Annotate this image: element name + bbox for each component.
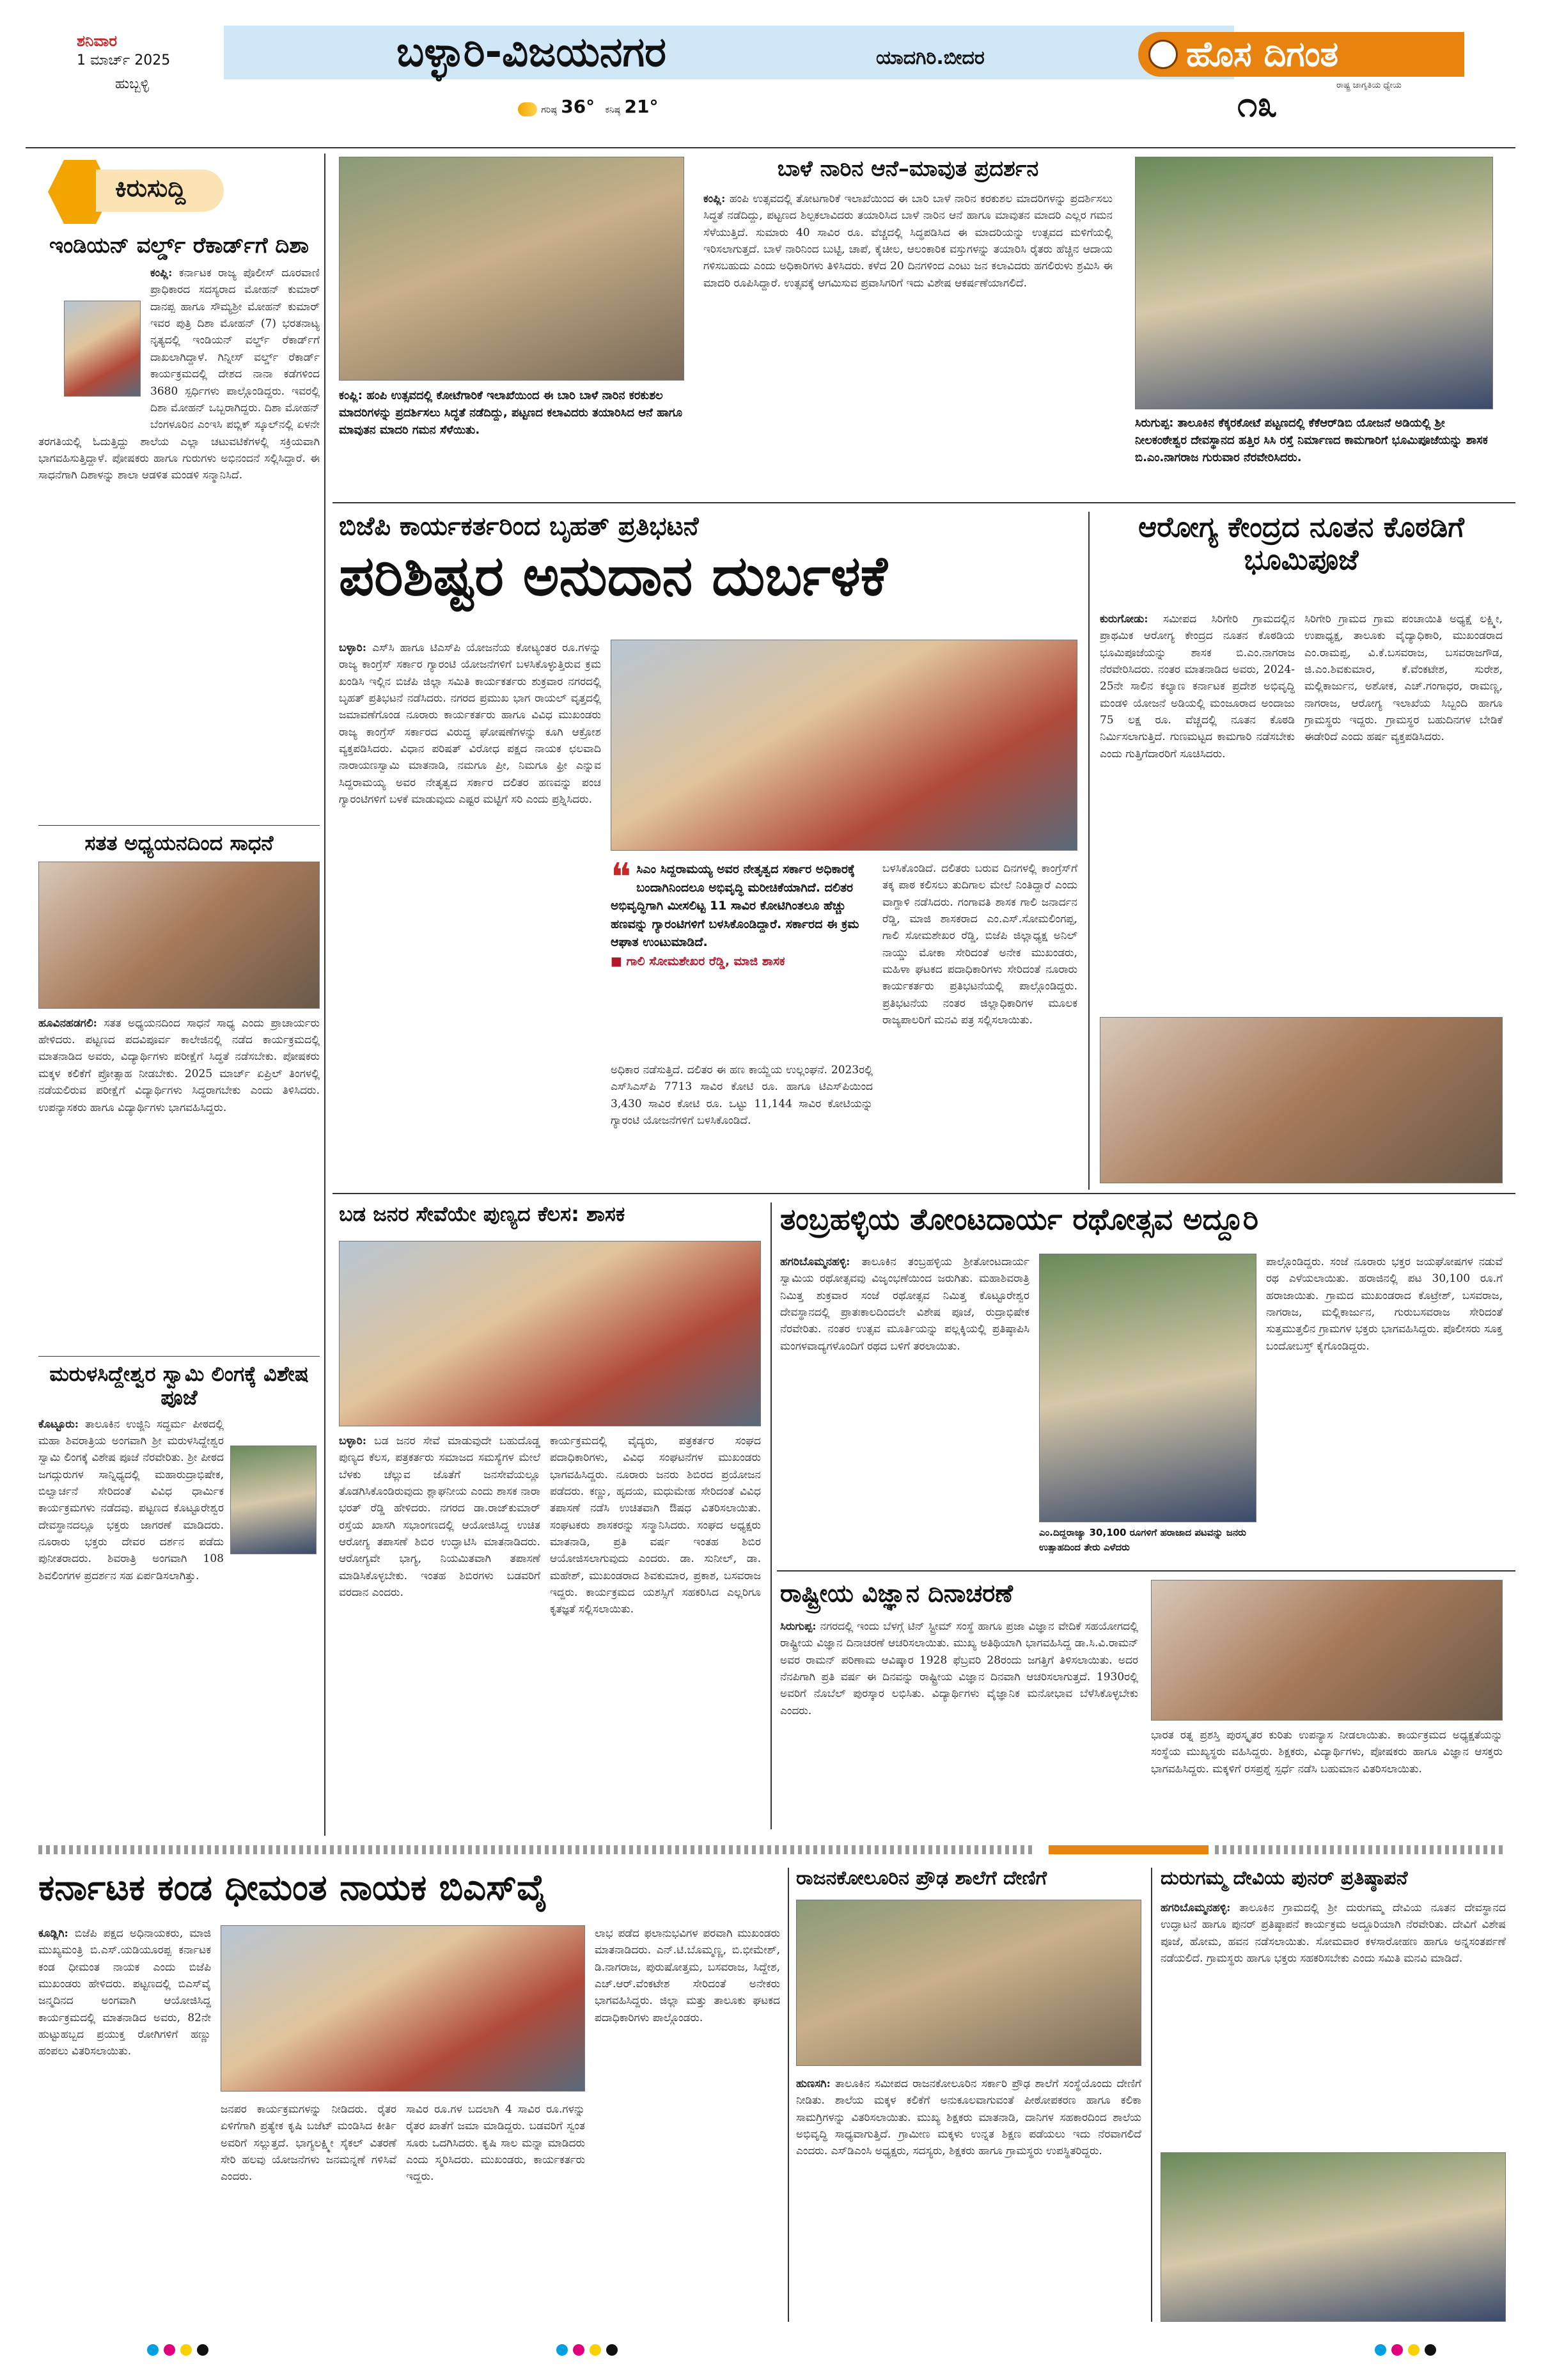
health-story <box>1100 512 1503 576</box>
brand-tagline: ರಾಷ್ಟ್ರ ಜಾಗೃತಿಯ ಧ್ಯೇಯ <box>1336 81 1402 90</box>
lead-col-3 <box>882 860 1077 1183</box>
day-label: ಶನಿವಾರ <box>77 32 118 50</box>
temple-place: ಹಗರಿಬೊಮ್ಮನಹಳ್ಳಿ: <box>1161 1902 1231 1914</box>
left-story-3-body: ತಾಲೂಕಿನ ಉಜ್ಜಿನಿ ಸದ್ಧರ್ಮ ಪೀಠದಲ್ಲಿ ಮಹಾ ಶಿವರಾತ್ರಿಯ ಅಂಗವಾಗಿ ಶ್ರೀ ಮರುಳಸಿದ್ದೇಶ್ವರ ಸ್ವಾಮಿ ಲಿಂಗಕ್ಕೆ ವಿಶೇಷ ಪೂಜೆ ನೆರವೇರಿತು. ಶ್ರೀ ಪೀಠದ ಜಗದ್ಗುರುಗಳ ಸಾನ್ನಿಧ್ಯದಲ್ಲಿ ಮಹಾರುದ್ರಾಭಿಷೇಕ, ಬಿಲ್ವಾರ್ಚನೆ ಸೇರಿದಂತೆ ವಿವಿಧ ಧಾರ್ಮಿಕ ಕಾರ್ಯಕ್ರಮಗಳು ನಡೆದವು. ಪಟ್ಟಣದ ಕೊಟ್ಟೂರೇಶ್ವರ ದೇವಸ್ಥಾನದಲ್ಲೂ ಭಕ್ತರು ಜಾಗರಣೆ ಮಾಡಿದರು. ನೂರಾರು ಭಕ್ತರು ದೇವರ ದರ್ಶನ ಪಡೆದು ಪುನೀತರಾದರು. ಶಿವರಾತ್ರಿ ಅಂಗವಾಗಿ 108 ಶಿವಲಿಂಗಗಳ ಪ್ರದರ್ಶನ ಸಹ ಏರ್ಪಡಿಸಲಾಗಿತ್ತು. <box>38 1417 224 1582</box>
school-donation-photo <box>796 1900 1141 2066</box>
left-story-2-body: ಸತತ ಅಧ್ಯಯನದಿಂದ ಸಾಧನೆ ಸಾಧ್ಯ ಎಂದು ಪ್ರಾಚಾರ್ಯರು ಹೇಳಿದರು. ಪಟ್ಟಣದ ಪದವಿಪೂರ್ವ ಕಾಲೇಜಿನಲ್ಲಿ ನಡೆದ ಕಾರ್ಯಕ್ರಮದಲ್ಲಿ ಮಾತನಾಡಿದ ಅವರು, ವಿದ್ಯಾರ್ಥಿಗಳು ಪರೀಕ್ಷೆಗೆ ಸಿದ್ಧತೆ ನಡೆಸಬೇಕು. ಪೋಷಕರು ಮಕ್ಕಳ ಕಲಿಕೆಗೆ ಪ್ರೋತ್ಸಾಹ ನೀಡಬೇಕು. 2025 ಮಾರ್ಚ್ ಏಪ್ರಿಲ್ ತಿಂಗಳಲ್ಲಿ ನಡೆಯಲಿರುವ ಪರೀಕ್ಷೆಗೆ ವಿದ್ಯಾರ್ಥಿಗಳು ಸಿದ್ಧರಾಗಬೇಕು ಎಂದು ತಿಳಿಸಿದರು. ಉಪನ್ಯಾಸಕರು ಹಾಗೂ ವಿದ್ಯಾರ್ಥಿಗಳು ಭಾಗವಹಿಸಿದ್ದರು. <box>38 1016 320 1114</box>
bsy-birthday-photo <box>221 1925 585 2092</box>
left-story-1-body: ಕರ್ನಾಟಕ ರಾಜ್ಯ ಪೊಲೀಸ್ ದೂರವಾಣಿ ಪ್ರಾಧಿಕಾರದ ಸದಸ್ಯರಾದ ಮೋಹನ್ ಕುಮಾರ್ ದಾನಪ್ಪ ಹಾಗೂ ಸೌಮ್ಯಶ್ರೀ ಮೋಹನ್ ಕುಮಾರ್ ಇವರ ಪುತ್ರಿ ದಿಶಾ ಮೋಹನ್ (7) ಭರತನಾಟ್ಯ ನೃತ್ಯದಲ್ಲಿ ಇಂಡಿಯನ್ ವರ್ಲ್ಡ್ ರೆಕಾರ್ಡ್‌ಗೆ ದಾಖಲಾಗಿದ್ದಾಳೆ. ಗಿನ್ನೀಸ್ ವರ್ಲ್ಡ್ ರೆಕಾರ್ಡ್ ಕಾರ್ಯಕ್ರಮದಲ್ಲಿ ದೇಶದ ನಾನಾ ಕಡೆಗಳಿಂದ 3680 ಸ್ಪರ್ಧಿಗಳು ಪಾಲ್ಗೊಂಡಿದ್ದರು. ಇವರಲ್ಲಿ ದಿಶಾ ಮೋಹನ್ ಒಬ್ಬರಾಗಿದ್ದರು. ದಿಶಾ ಮೋಹನ್ ಬೆಂಗಳೂರಿನ ಎಂಇಸಿ ಪಬ್ಲಿಕ್ ಸ್ಕೂಲ್‌ನಲ್ಲಿ ಏಳನೇ ತರಗತಿಯಲ್ಲಿ ಓದುತ್ತಿದ್ದು ಶಾಲೆಯ ಎಲ್ಲಾ ಚಟುವಟಿಕೆಗಳಲ್ಲಿ ಸಕ್ರಿಯವಾಗಿ ಭಾಗವಹಿಸುತ್ತಿದ್ದಾಳೆ. ಪೋಷಕರು ಹಾಗೂ ಗುರುಗಳು ಅಭಿನಂದನೆ ಸಲ್ಲಿಸಿದ್ದಾರೆ. ಈ ಸಾಧನೆಗಾಗಿ ದಿಶಾಳನ್ನು ಶಾಲಾ ಆಡಳಿತ ಮಂಡಳಿ ಸನ್ಮಾನಿಸಿದೆ. <box>38 267 320 482</box>
bsy-body-3: ಸಾವಿರ ರೂ.ಗಳ ಬದಲಾಗಿ 4 ಸಾವಿರ ರೂ.ಗಳನ್ನು ರೈತರ ಖಾತೆಗೆ ಜಮಾ ಮಾಡಿದ್ದರು. ಬಡವರಿಗೆ ಸ್ವಂತ ಸೂರು ಒದಗಿಸಿದರು. ಕೃಷಿ ಸಾಲ ಮನ್ನಾ ಮಾಡಿದರು ಎಂದು ಸ್ಮರಿಸಿದರು. ಮುಖಂಡರು, ಕಾರ್ಯಕರ್ತರು ಇದ್ದರು. <box>406 2103 585 2184</box>
city-label: ಹುಬ್ಬಳ್ಳಿ <box>115 76 150 92</box>
lead-col-1 <box>339 640 601 1183</box>
bsy-col-3 <box>406 2101 585 2322</box>
lead-place: ಬಳ್ಳಾರಿ: <box>339 642 367 654</box>
health-col-1 <box>1100 611 1295 1007</box>
sun-cloud-icon <box>518 102 537 116</box>
lead-quote-attribution: ■ ಗಾಲಿ ಸೋಮಶೇಖರ ರೆಡ್ಡಿ, ಮಾಜಿ ಶಾಸಕ <box>611 954 785 968</box>
left-story-3-place: ಕೊಟ್ಟೂರು: <box>38 1417 79 1431</box>
lead-col-2b <box>611 1062 873 1183</box>
lead-body-1: ಎಸ್‌ಸಿ ಹಾಗೂ ಟಿಎಸ್‌ಪಿ ಯೋಜನೆಯ ಕೋಟ್ಯಂತರ ರೂ.ಗಳನ್ನು ರಾಜ್ಯ ಕಾಂಗ್ರೆಸ್ ಸರ್ಕಾರ ಗ್ಯಾರಂಟಿ ಯೋಜನೆಗಳಿಗೆ ಬಳಸಿಕೊಳ್ಳುತ್ತಿರುವ ಕ್ರಮ ಖಂಡಿಸಿ ಇಲ್ಲಿನ ಬಿಜೆಪಿ ಜಿಲ್ಲಾ ಸಮಿತಿ ಕಾರ್ಯಕರ್ತರು ಶುಕ್ರವಾರ ನಗರದಲ್ಲಿ ಬೃಹತ್ ಪ್ರತಿಭಟನೆ ನಡೆಸಿದರು. ನಗರದ ಪ್ರಮುಖ ಭಾಗ ರಾಯಲ್ ವೃತ್ತದಲ್ಲಿ ಜಮಾವಣೆಗೊಂಡ ನೂರಾರು ಕಾರ್ಯಕರ್ತರು ಹಾಗೂ ವಿವಿಧ ಮುಖಂಡರು ರಾಜ್ಯ ಕಾಂಗ್ರೆಸ್ ಸರ್ಕಾರದ ವಿರುದ್ಧ ಘೋಷಣೆಗಳನ್ನು ಕೂಗಿ ಆಕ್ರೋಶ ವ್ಯಕ್ತಪಡಿಸಿದರು. ವಿಧಾನ ಪರಿಷತ್ ವಿರೋಧ ಪಕ್ಷದ ನಾಯಕ ಛಲವಾದಿ ನಾರಾಯಣಸ್ವಾಮಿ ಮಾತನಾಡಿ, ನಮಗೂ ಪ್ರೀ, ನಿಮಗೂ ಫ್ರೀ ಎನ್ನುವ ಸಿದ್ದರಾಮಯ್ಯ ಅವರ ನೇತೃತ್ವದ ಸರ್ಕಾರ ದಲಿತರ ಹಣವನ್ನು ಪಂಚ ಗ್ಯಾರಂಟಿಗಳಿಗೆ ಬಳಕೆ ಮಾಡುವುದು ಎಷ್ಟರ ಮಟ್ಟಿಗೆ ಸರಿ ಎಂದು ಪ್ರಶ್ನಿಸಿದರು. <box>339 642 601 807</box>
health-body-2: ಸಿರಿಗೇರಿ ಗ್ರಾಮದ ಗ್ರಾಮ ಪಂಚಾಯಿತಿ ಅಧ್ಯಕ್ಷೆ ಲಕ್ಷ್ಮೀ, ಉಪಾಧ್ಯಕ್ಷ, ತಾಲೂಕು ವೈದ್ಯಾಧಿಕಾರಿ, ಮುಖಂಡರಾದ ಎಂ.ರಾಮಪ್ಪ, ವಿ.ಕೆ.ಬಸವರಾಜ, ಬಸವರಾಜಗೌಡ, ಜಿ.ಎಂ.ಶಿವಕುಮಾರ, ಕೆ.ವೆಂಕಟೇಶ, ಸುರೇಶ, ಮಲ್ಲಿಕಾರ್ಜುನ, ಅಶೋಕ, ಎಚ್.ಗಂಗಾಧರ, ರಾಮಣ್ಣ, ನಾಗರಾಜ, ಆರೋಗ್ಯ ಇಲಾಖೆಯ ಸಿಬ್ಬಂದಿ ಹಾಗೂ ಗ್ರಾಮಸ್ಥರು ಇದ್ದರು. ಗ್ರಾಮಸ್ಥರ ಬಹುದಿನಗಳ ಬೇಡಿಕೆ ಈಡೇರಿದೆ ಎಂದು ಹರ್ಷ ವ್ಯಕ್ತಪಡಿಸಿದರು. <box>1304 613 1503 744</box>
left-story-2-title: ಸತತ ಅಧ್ಯಯನದಿಂದ ಸಾಧನೆ <box>84 831 274 855</box>
protest-photo <box>611 640 1077 851</box>
left-story-1-place: ಕಂಪ್ಲಿ: <box>150 267 173 280</box>
ratha-body-1: ತಾಲೂಕಿನ ತಂಬ್ರಹಳ್ಳಿಯ ಶ್ರೀತೋಂಟದಾರ್ಯ ಸ್ವಾಮಿಯ ರಥೋತ್ಸವವು ವಿಜೃಂಭಣೆಯಿಂದ ಜರುಗಿತು. ಮಹಾಶಿವರಾತ್ರಿ ನಿಮಿತ್ತ ಶುಕ್ರವಾರ ಸಂಜೆ ರಥೋತ್ಸವ ನಿಮಿತ್ತ ಕೊಟ್ಟೂರೇಶ್ವರ ದೇವಸ್ಥಾನದಲ್ಲಿ ಪ್ರಾತಃಕಾಲದಿಂದಲೇ ವಿಶೇಷ ಪೂಜೆ, ರುದ್ರಾಭಿಷೇಕ ನೆರವೇರಿತು. ನಂತರ ಉತ್ಸವ ಮೂರ್ತಿಯನ್ನು ಪಲ್ಲಕ್ಕಿಯಲ್ಲಿ ಪ್ರತಿಷ್ಠಾಪಿಸಿ ಮಂಗಳವಾದ್ಯಗಳೊಂದಿಗೆ ರಥದ ಬಳಿಗೆ ತರಲಾಯಿತು. <box>780 1256 1029 1353</box>
registration-marks-center <box>556 2344 623 2358</box>
school-title: ರಾಜನಕೋಲೂರಿನ ಪ್ರೌಢ ಶಾಲೆಗೆ ದೇಣಿಗೆ <box>796 1867 1047 1889</box>
left-story-1-title: ಇಂಡಿಯನ್ ವರ್ಲ್ಡ್ ರೆಕಾರ್ಡ್‌ಗೆ ದಿಶಾ <box>49 233 309 258</box>
banana-fibre-title: ಬಾಳೆ ನಾರಿನ ಆನೆ–ಮಾವುತ ಪ್ರದರ್ಶನ <box>777 156 1039 182</box>
ratha-title: ತಂಬ್ರಹಳ್ಳಿಯ ತೋಂಟದಾರ್ಯ ರಥೋತ್ಸವ ಅದ್ದೂರಿ <box>780 1202 1259 1236</box>
elephant-photo-caption: ಕಂಪ್ಲಿ: ಹಂಪಿ ಉತ್ಸವದಲ್ಲಿ ಕೋಟೆಗಾರಿಕೆ ಇಲಾಖೆಯಿಂದ ಈ ಬಾರಿ ಬಾಳೆ ನಾರಿನ ಕರಕುಶಲ ಮಾದರಿಗಳನ್ನು ಪ್ರದರ್ಶಿಸಲು ಸಿದ್ಧತೆ ನಡೆದಿದ್ದು, ಪಟ್ಟಣದ ಕಲಾವಿದರು ತಯಾರಿಸಿದ ಆನೆ ಹಾಗೂ ಮಾವುತನ ಮಾದರಿ ಗಮನ ಸೆಳೆಯಿತು. <box>339 389 683 437</box>
seva-story <box>339 1202 761 1226</box>
school-story <box>796 1868 1141 1890</box>
ratha-body-2: ಪಾಲ್ಗೊಂಡಿದ್ದರು. ಸಂಜೆ ನೂರಾರು ಭಕ್ತರ ಜಯಘೋಷಗಳ ನಡುವೆ ರಥ ಎಳೆಯಲಾಯಿತು. ಹರಾಜಿನಲ್ಲಿ ಪಟ 30,100 ರೂ.ಗೆ ಹರಾಜಾಯಿತು. ಗ್ರಾಮದ ಮುಖಂಡರಾದ ಕೊಟ್ರೇಶ್, ಬಸವರಾಜ, ನಾಗರಾಜ, ಮಲ್ಲಿಕಾರ್ಜುನ, ಗುರುಬಸವರಾಜ ಸೇರಿದಂತೆ ಸುತ್ತಮುತ್ತಲಿನ ಗ್ರಾಮಗಳ ಭಕ್ತರು ಭಾಗವಹಿಸಿದ್ದರು. ಪೊಲೀಸರು ಸೂಕ್ತ ಬಂದೋಬಸ್ತ್ ಕೈಗೊಂಡಿದ್ದರು. <box>1266 1256 1503 1353</box>
science-col-1 <box>780 1618 1138 1829</box>
date-label: 1 ಮಾರ್ಚ್ 2025 <box>77 52 171 68</box>
seva-title: ಬಡ ಜನರ ಸೇವೆಯೇ ಪುಣ್ಯದ ಕೆಲಸ: ಶಾಸಕ <box>339 1202 625 1226</box>
seva-col-1 <box>339 1433 540 1829</box>
section-bar <box>224 26 1234 79</box>
left-story-2-place: ಹೂವಿನಹಡಗಲಿ: <box>38 1016 97 1030</box>
temp-max: 36° <box>561 96 595 117</box>
temple-story <box>1161 1868 1506 1890</box>
bsy-body-4: ಲಾಭ ಪಡೆದ ಫಲಾನುಭವಿಗಳ ಪರವಾಗಿ ಮುಖಂಡರು ಮಾತನಾಡಿದರು. ಎನ್.ಟಿ.ಬೊಮ್ಮಣ್ಣ, ಬಿ.ಭೀಮೇಶ್, ಡಿ.ನಾಗರಾಜ, ಪುರುಷೋತ್ತಮ, ಬಸವರಾಜ, ಸಿದ್ದೇಶ, ಎಚ್.ಆರ್.ವೆಂಕಟೇಶ ಸೇರಿದಂತೆ ಅನೇಕರು ಭಾಗವಹಿಸಿದ್ದರು. ಜಿಲ್ಲಾ ಮತ್ತು ತಾಲೂಕು ಘಟಕದ ಪದಾಧಿಕಾರಿಗಳು ಪಾಲ್ಗೊಂಡರು. <box>595 1927 780 2024</box>
registration-marks-left <box>147 2344 214 2358</box>
temple-body-block <box>1161 1900 1506 2143</box>
seva-place: ಬಳ್ಳಾರಿ: <box>339 1435 367 1447</box>
kirusuddi-label: ಕಿರುಸುದ್ದಿ <box>115 174 186 202</box>
weather <box>518 96 658 117</box>
bsy-col-4 <box>595 1925 780 2322</box>
left-story-2 <box>38 831 320 1316</box>
masthead <box>26 26 1515 141</box>
science-col-2 <box>1151 1727 1503 1829</box>
brand-logo <box>1138 26 1464 134</box>
lead-body-4: ಬಳಸಿಕೊಂಡಿದೆ. ದಲಿತರು ಬರುವ ದಿನಗಳಲ್ಲಿ ಕಾಂಗ್ರೆಸ್‌ಗೆ ತಕ್ಕ ಪಾಠ ಕಲಿಸಲು ತುದಿಗಾಲ ಮೇಲೆ ನಿಂತಿದ್ದಾರೆ ಎಂದು ವಾಗ್ದಾಳಿ ನಡೆಸಿದರು. ಗಂಗಾವತಿ ಶಾಸಕ ಗಾಲಿ ಜನಾರ್ದನ ರೆಡ್ಡಿ, ಮಾಜಿ ಶಾಸಕರಾದ ಎಂ.ಎಸ್.ಸೋಮಲಿಂಗಪ್ಪ, ಗಾಲಿ ಸೋಮಶೇಖರ ರೆಡ್ಡಿ, ಬಿಜೆಪಿ ಜಿಲ್ಲಾಧ್ಯಕ್ಷ ಅನಿಲ್ ನಾಯ್ಡು ಮೋಕಾ ಸೇರಿದಂತೆ ಅನೇಕ ಮುಖಂಡರು, ಮಹಿಳಾ ಘಟಕದ ಪದಾಧಿಕಾರಿಗಳು ಸೇರಿದಂತೆ ನೂರಾರು ಕಾರ್ಯಕರ್ತರು ಪ್ರತಿಭಟನೆಯಲ್ಲಿ ಪಾಲ್ಗೊಂಡಿದ್ದರು. ಪ್ರತಿಭಟನೆಯ ನಂತರ ಜಿಲ್ಲಾಧಿಕಾರಿಗಳ ಮೂಲಕ ರಾಜ್ಯಪಾಲರಿಗೆ ಮನವಿ ಪತ್ರ ಸಲ್ಲಿಸಲಾಯಿತು. <box>882 862 1077 1027</box>
date-block <box>77 32 211 92</box>
girl-certificate-photo <box>64 301 141 397</box>
seva-col-2 <box>550 1433 761 1829</box>
lead-story <box>339 512 1081 608</box>
lead-quote: ಸಿಎಂ ಸಿದ್ದರಾಮಯ್ಯ ಅವರ ನೇತೃತ್ವದ ಸರ್ಕಾರ ಅಧಿಕಾರಕ್ಕೆ ಬಂದಾಗಿನಿಂದಲೂ ಅಭಿವೃದ್ಧಿ ಮರೀಚಿಕೆಯಾಗಿದೆ. ದಲಿತರ ಅಭಿವೃದ್ಧಿಗಾಗಿ ಮೀಸಲಿಟ್ಟ 11 ಸಾವಿರ ಕೋಟಿಗಿಂತಲೂ ಹೆಚ್ಚು ಹಣವನ್ನು ಗ್ಯಾರಂಟಿಗಳಿಗೆ ಬಳಸಿಕೊಂಡಿದ್ದಾರೆ. ಸರ್ಕಾರದ ಈ ಕ್ರಮ ಆಘಾತ ಉಂಟುಮಾಡಿದೆ. <box>611 862 859 949</box>
swamiji-photo <box>230 1446 317 1554</box>
ratha-place: ಹಗರಿಬೊಮ್ಮನಹಳ್ಳಿ: <box>780 1256 850 1268</box>
temp-min: 21° <box>624 96 659 117</box>
banana-fibre-story <box>703 157 1113 501</box>
section-divider <box>38 1845 1503 1854</box>
ratha-col-1 <box>780 1254 1029 1561</box>
science-body-2: ಭಾರತ ರತ್ನ ಪ್ರಶಸ್ತಿ ಪುರಸ್ಕೃತರ ಕುರಿತು ಉಪನ್ಯಾಸ ನೀಡಲಾಯಿತು. ಕಾರ್ಯಕ್ರಮದ ಅಧ್ಯಕ್ಷತೆಯನ್ನು ಸಂಸ್ಥೆಯ ಮುಖ್ಯಸ್ಥರು ವಹಿಸಿದ್ದರು. ಶಿಕ್ಷಕರು, ವಿದ್ಯಾರ್ಥಿಗಳು, ಪೋಷಕರು ಹಾಗೂ ವಿಜ್ಞಾನ ಆಸಕ್ತರು ಭಾಗವಹಿಸಿದ್ದರು. ಮಕ್ಕಳಿಗೆ ರಸಪ್ರಶ್ನೆ ಸ್ಪರ್ಧೆ ನಡೆಸಿ ಬಹುಮಾನ ವಿತರಿಸಲಾಯಿತು. <box>1151 1729 1503 1776</box>
seva-body-1: ಬಡ ಜನರ ಸೇವೆ ಮಾಡುವುದೇ ಬಹುದೊಡ್ಡ ಪುಣ್ಯದ ಕೆಲಸ, ಪತ್ರಕರ್ತರು ಸಮಾಜದ ಸಮಸ್ಯೆಗಳ ಮೇಲೆ ಬೆಳಕು ಚೆಲ್ಲುವ ಜೊತೆಗೆ ಜನಸೇವೆಯಲ್ಲೂ ತೊಡಗಿಸಿಕೊಂಡಿರುವುದು ಶ್ಲಾಘನೀಯ ಎಂದು ಶಾಸಕ ನಾರಾ ಭರತ್ ರೆಡ್ಡಿ ಹೇಳಿದರು. ನಗರದ ಡಾ.ರಾಜ್‌ಕುಮಾರ್ ರಸ್ತೆಯ ಖಾಸಗಿ ಸಭಾಂಗಣದಲ್ಲಿ ಆಯೋಜಿಸಿದ್ದ ಉಚಿತ ಆರೋಗ್ಯ ತಪಾಸಣೆ ಶಿಬಿರ ಉದ್ಘಾಟಿಸಿ ಮಾತನಾಡಿದರು. ಆರೋಗ್ಯವೇ ಭಾಗ್ಯ, ನಿಯಮಿತವಾಗಿ ತಪಾಸಣೆ ಮಾಡಿಸಿಕೊಳ್ಳಬೇಕು. ಇಂತಹ ಶಿಬಿರಗಳು ಬಡವರಿಗೆ ವರದಾನ ಎಂದರು. <box>339 1435 540 1600</box>
health-camp-photo <box>339 1241 761 1426</box>
brand-name: ಹೊಸ ದಿಗಂತ <box>1186 34 1339 74</box>
left-story-3-title: ಮರುಳಸಿದ್ದೇಶ್ವರ ಸ್ವಾಮಿ ಲಿಂಗಕ್ಕೆ ವಿಶೇಷ ಪೂಜೆ <box>49 1362 309 1410</box>
section-title: ಬಳ್ಳಾರಿ-ವಿಜಯನಗರ <box>396 29 666 76</box>
road-photo-caption: ಸಿರುಗುಪ್ಪ: ತಾಲೂಕಿನ ಕೆಕ್ಕರಕೋಟೆ ಪಟ್ಟಣದಲ್ಲಿ ಕೆಕೆಆರ್‌ಡಿಬಿ ಯೋಜನೆ ಅಡಿಯಲ್ಲಿ ಶ್ರೀ ನೀಲಕಂಠೇಶ್ವರ ದೇವಸ್ಥಾನದ ಹತ್ತಿರ ಸಿಸಿ ರಸ್ತೆ ನಿರ್ಮಾಣದ ಕಾಮಗಾರಿಗೆ ಭೂಮಿಪೂಜೆಯನ್ನು ಶಾಸಕ ಬಿ.ಎಂ.ನಾಗರಾಜ ಗುರುವಾರ ನೆರವೇರಿಸಿದರು. <box>1135 416 1488 464</box>
ratha-story <box>780 1202 1509 1236</box>
left-story-1 <box>38 233 320 776</box>
chariot-photo-caption: ಎಂ.ದಿದ್ದರಾಜ್ಯಾ 30,100 ರೂಗಳಿಗೆ ಹರಾಜಾದ ಪಟವನ್ನು ಜನರು ಉತ್ಸಾಹದಿಂದ ತೇರು ಎಳೆದರು <box>1039 1527 1246 1553</box>
bsy-story <box>38 1868 780 1909</box>
temple-title: ದುರುಗಮ್ಮ ದೇವಿಯ ಪುನರ್ ಪ್ರತಿಷ್ಠಾಪನೆ <box>1161 1867 1408 1889</box>
seva-body-3: ಸಂಘದ ಅಧ್ಯಕ್ಷರು ಮಾತನಾಡಿ, ಪ್ರತಿ ವರ್ಷ ಇಂತಹ ಶಿಬಿರ ಆಯೋಜಿಸಲಾಗುವುದು ಎಂದರು. ಡಾ. ಸುನೀಲ್, ಡಾ. ಮಹೇಶ್, ಮುಖಂಡರಾದ ಶಿವಕುಮಾರ, ಪ್ರಕಾಶ, ಬಸವರಾಜ ಇದ್ದರು. ಕಾರ್ಯಕ್ರಮದ ಯಶಸ್ಸಿಗೆ ಸಹಕರಿಸಿದ ಎಲ್ಲರಿಗೂ ಕೃತಜ್ಞತೆ ಸಲ್ಲಿಸಲಾಯಿತು. <box>550 1518 761 1616</box>
chariot-photo <box>1039 1254 1256 1522</box>
temp-min-label: ಕನಿಷ್ಠ <box>605 105 621 115</box>
seva-body-2: ಕಾರ್ಯಕ್ರಮದಲ್ಲಿ ವೈದ್ಯರು, ಪತ್ರಕರ್ತರ ಸಂಘದ ಪದಾಧಿಕಾರಿಗಳು, ವಿವಿಧ ಸಂಘಟನೆಗಳ ಮುಖಂಡರು ಭಾಗವಹಿಸಿದ್ದರು. ನೂರಾರು ಜನರು ಶಿಬಿರದ ಪ್ರಯೋಜನ ಪಡೆದರು. ಕಣ್ಣು, ಹೃದಯ, ಮಧುಮೇಹ ಸೇರಿದಂತೆ ವಿವಿಧ ತಪಾಸಣೆ ನಡೆಸಿ ಉಚಿತವಾಗಿ ಔಷಧ ವಿತರಿಸಲಾಯಿತು. ಸಂಘಟಕರು ಶಾಸಕರನ್ನು ಸನ್ಮಾನಿಸಿದರು. <box>550 1435 761 1532</box>
science-place: ಸಿರುಗುಪ್ಪ: <box>780 1620 817 1633</box>
banana-fibre-body: ಹಂಪಿ ಉತ್ಸವದಲ್ಲಿ ತೋಟಗಾರಿಕೆ ಇಲಾಖೆಯಿಂದ ಈ ಬಾರಿ ಬಾಳೆ ನಾರಿನ ಕರಕುಶಲ ಮಾದರಿಗಳನ್ನು ಪ್ರದರ್ಶಿಸಲು ಸಿದ್ಧತೆ ನಡೆದಿದ್ದು, ಪಟ್ಟಣದ ಶಿಲ್ಪಕಲಾವಿದರು ತಯಾರಿಸಿದ ಬಾಳೆ ನಾರಿನ ಆನೆ ಹಾಗೂ ಮಾವುತನ ಮಾದರಿ ಎಲ್ಲರ ಗಮನ ಸೆಳೆಯುತ್ತಿದೆ. ಸುಮಾರು 40 ಸಾವಿರ ರೂ. ವೆಚ್ಚದಲ್ಲಿ ಸಿದ್ಧಪಡಿಸಿದ ಈ ಮಾದರಿಯನ್ನು ಉತ್ಸವದ ಮಳಿಗೆಯಲ್ಲಿ ಇರಿಸಲಾಗುತ್ತದೆ. ಬಾಳೆ ನಾರಿನಿಂದ ಬುಟ್ಟಿ, ಚಾಪೆ, ಕೈಚೀಲ, ಆಲಂಕಾರಿಕ ವಸ್ತುಗಳನ್ನು ತಯಾರಿಸಿ ರೈತರು ಹೆಚ್ಚಿನ ಆದಾಯ ಗಳಿಸಬಹುದು ಎಂದು ಅಧಿಕಾರಿಗಳು ತಿಳಿಸಿದರು. ಕಳೆದ 20 ದಿನಗಳಿಂದ ಎಂಟು ಜನ ಕಲಾವಿದರು ಹಗಲಿರುಳು ಶ್ರಮಿಸಿ ಈ ಮಾದರಿ ರೂಪಿಸಿದ್ದಾರೆ. ಉತ್ಸವಕ್ಕೆ ಆಗಮಿಸುವ ಪ್ರವಾಸಿಗರಿಗೆ ಇದು ವಿಶೇಷ ಆಕರ್ಷಣೆಯಾಗಲಿದೆ. <box>703 193 1113 290</box>
bsy-col-2 <box>221 2101 396 2322</box>
temple-body: ತಾಲೂಕಿನ ಗ್ರಾಮದಲ್ಲಿ ಶ್ರೀ ದುರುಗಮ್ಮ ದೇವಿಯ ನೂತನ ದೇವಸ್ಥಾನದ ಉದ್ಘಾಟನೆ ಹಾಗೂ ಪುನರ್ ಪ್ರತಿಷ್ಠಾಪನೆ ಕಾರ್ಯಕ್ರಮ ಅದ್ದೂರಿಯಾಗಿ ನೆರವೇರಿತು. ದೇವಿಗೆ ವಿಶೇಷ ಪೂಜೆ, ಹೋಮ, ಹವನ ನಡೆಸಲಾಯಿತು. ಸೋಮವಾರ ಕಳಸಾರೋಹಣ ಹಾಗೂ ಅನ್ನಸಂತರ್ಪಣೆ ನಡೆಯಲಿದೆ. ಗ್ರಾಮಸ್ಥರು ಹಾಗೂ ಭಕ್ತರು ಸಹಕರಿಸಬೇಕು ಎಂದು ಸಮಿತಿ ಮನವಿ ಮಾಡಿದೆ. <box>1161 1902 1506 1966</box>
page-number: ೧೩ <box>1237 84 1278 125</box>
quote-mark-icon: ❝ <box>611 855 632 900</box>
health-bhoomipooja-photo <box>1100 1017 1503 1183</box>
science-body: ನಗರದಲ್ಲಿ ಇಂದು ಬೆಳಗ್ಗೆ ಟಿನ್ ಸ್ಟ್ರೀಮ್ ಸಂಸ್ಥೆ ಹಾಗೂ ಪ್ರಜಾ ವಿಜ್ಞಾನ ವೇದಿಕೆ ಸಹಯೋಗದಲ್ಲಿ ರಾಷ್ಟ್ರೀಯ ವಿಜ್ಞಾನ ದಿನಾಚರಣೆ ಆಚರಿಸಲಾಯಿತು. ಮುಖ್ಯ ಅತಿಥಿಯಾಗಿ ಭಾಗವಹಿಸಿದ್ದ ಡಾ.ಸಿ.ವಿ.ರಾಮನ್ ಅವರ ರಾಮನ್ ಪರಿಣಾಮ ಆವಿಷ್ಕಾರ 1928 ಫೆಬ್ರವರಿ 28ರಂದು ಜಗತ್ತಿಗೆ ತಿಳಿಸಲಾಯಿತು. ಅದರ ನೆನಪಿಗಾಗಿ ಪ್ರತಿ ವರ್ಷ ಈ ದಿನವನ್ನು ರಾಷ್ಟ್ರೀಯ ವಿಜ್ಞಾನ ದಿನವಾಗಿ ಆಚರಿಸಲಾಗುತ್ತದೆ. 1930ರಲ್ಲಿ ಅವರಿಗೆ ನೊಬೆಲ್ ಪುರಸ್ಕಾರ ಲಭಿಸಿತು. ವಿದ್ಯಾರ್ಥಿಗಳು ವೈಜ್ಞಾನಿಕ ಮನೋಭಾವ ಬೆಳೆಸಿಕೊಳ್ಳಬೇಕು ಎಂದರು. <box>780 1620 1138 1717</box>
temp-max-label: ಗರಿಷ್ಠ <box>541 105 557 115</box>
elephant-model-photo <box>339 157 684 381</box>
kirusuddi-badge <box>38 157 230 227</box>
bsy-body-1: ಬಿಜೆಪಿ ಪಕ್ಷದ ಅಧಿನಾಯಕರು, ಮಾಜಿ ಮುಖ್ಯಮಂತ್ರಿ ಬಿ.ಎಸ್.ಯಡಿಯೂರಪ್ಪ ಕರ್ನಾಟಕ ಕಂಡ ಧೀಮಂತ ನಾಯಕ ಎಂದು ಬಿಜೆಪಿ ಮುಖಂಡರು ಹೇಳಿದರು. ಪಟ್ಟಣದಲ್ಲಿ ಬಿಎಸ್‌ವೈ ಜನ್ಮದಿನದ ಅಂಗವಾಗಿ ಆಯೋಜಿಸಿದ್ದ ಕಾರ್ಯಕ್ರಮದಲ್ಲಿ ಮಾತನಾಡಿದ ಅವರು, 82ನೇ ಹುಟ್ಟುಹಬ್ಬದ ಪ್ರಯುಕ್ತ ರೋಗಿಗಳಿಗೆ ಹಣ್ಣು ಹಂಪಲು ವಿತರಿಸಲಾಯಿತು. <box>38 1927 211 2058</box>
seminar-photo <box>38 862 320 1009</box>
lead-body-3: ಅಧಿಕಾರ ನಡೆಸುತ್ತಿದೆ. ದಲಿತರ ಈ ಹಣ ಕಾಯ್ದೆಯ ಉಲ್ಲಂಘನೆ. 2023ರಲ್ಲಿ ಎಸ್‌ಸಿಎಸ್‌ಪಿ 7713 ಸಾವಿರ ಕೋಟಿ ರೂ. ಹಾಗೂ ಟಿಎಸ್‌ಪಿಯಿಂದ 3,430 ಸಾವಿರ ಕೋಟಿ ರೂ. ಒಟ್ಟು 11,144 ಸಾವಿರ ಕೋಟಿಯನ್ನು ಗ್ಯಾರಂಟಿ ಯೋಜನೆಗಳಿಗೆ ಬಳಸಿಕೊಂಡಿದೆ. <box>611 1064 873 1128</box>
section-subtitle: ಯಾದಗಿರಿ.ಬೀದರ <box>876 47 985 69</box>
school-place: ಹುಣಸಗಿ: <box>796 2077 831 2090</box>
bsy-col-1 <box>38 1925 211 2322</box>
left-story-3 <box>38 1362 320 1813</box>
lead-quote-box <box>611 855 873 968</box>
science-day-photo <box>1151 1580 1503 1721</box>
temple-photo <box>1161 2152 1506 2322</box>
science-title: ರಾಷ್ಟ್ರೀಯ ವಿಜ್ಞಾನ ದಿನಾಚರಣೆ <box>780 1579 1013 1607</box>
ratha-col-2 <box>1266 1254 1503 1561</box>
health-col-2 <box>1304 611 1503 1007</box>
road-bhoomipooja-photo <box>1135 157 1493 409</box>
bsy-place: ಕೂಡ್ಲಿಗಿ: <box>38 1927 68 1940</box>
school-body: ತಾಲೂಕಿನ ಸಮೀಪದ ರಾಜನಕೋಲೂರಿನ ಸರ್ಕಾರಿ ಪ್ರೌಢ ಶಾಲೆಗೆ ಸಂಸ್ಥೆಯೊಂದು ದೇಣಿಗೆ ನೀಡಿತು. ಶಾಲೆಯ ಮಕ್ಕಳ ಕಲಿಕೆಗೆ ಅನುಕೂಲವಾಗುವಂತೆ ಪೀಠೋಪಕರಣ ಹಾಗೂ ಕಲಿಕಾ ಸಾಮಗ್ರಿಗಳನ್ನು ವಿತರಿಸಲಾಯಿತು. ಮುಖ್ಯ ಶಿಕ್ಷಕರು ಮಾತನಾಡಿ, ದಾನಿಗಳ ಸಹಕಾರದಿಂದ ಶಾಲೆಯ ಅಭಿವೃದ್ಧಿ ಸಾಧ್ಯವಾಗುತ್ತಿದೆ. ಗ್ರಾಮೀಣ ಮಕ್ಕಳು ಉನ್ನತ ಶಿಕ್ಷಣ ಪಡೆಯಲು ಇದು ನೆರವಾಗಲಿದೆ ಎಂದರು. ಎಸ್‌ಡಿಎಂಸಿ ಅಧ್ಯಕ್ಷರು, ಸದಸ್ಯರು, ಶಿಕ್ಷಕರು ಹಾಗೂ ಗ್ರಾಮಸ್ಥರು ಉಪಸ್ಥಿತರಿದ್ದರು. <box>796 2077 1141 2158</box>
banana-fibre-place: ಕಂಪ್ಲಿ: <box>703 193 726 206</box>
health-body-1: ಸಮೀಪದ ಸಿರಿಗೇರಿ ಗ್ರಾಮದಲ್ಲಿನ ಪ್ರಾಥಮಿಕ ಆರೋಗ್ಯ ಕೇಂದ್ರದ ನೂತನ ಕೊಠಡಿಯ ಭೂಮಿಪೂಜೆಯನ್ನು ಶಾಸಕ ಬಿ.ಎಂ.ನಾಗರಾಜ ನೆರವೇರಿಸಿದರು. ನಂತರ ಮಾತನಾಡಿದ ಅವರು, 2024-25ನೇ ಸಾಲಿನ ಕಲ್ಯಾಣ ಕರ್ನಾಟಕ ಪ್ರದೇಶ ಅಭಿವೃದ್ಧಿ ಮಂಡಳಿ ಯೋಜನೆ ಅಡಿಯಲ್ಲಿ ಮಂಜೂರಾದ ಅಂದಾಜು 75 ಲಕ್ಷ ರೂ. ವೆಚ್ಚದಲ್ಲಿ ನೂತನ ಕೊಠಡಿ ನಿರ್ಮಿಸಲಾಗುತ್ತಿದೆ. ಗುಣಮಟ್ಟದ ಕಾಮಗಾರಿ ನಡೆಸಬೇಕು ಎಂದು ಗುತ್ತಿಗೆದಾರರಿಗೆ ಸೂಚಿಸಿದರು. <box>1100 613 1295 760</box>
health-place: ಕುರುಗೋಡು: <box>1100 613 1148 626</box>
lead-title: ಪರಿಶಿಷ್ಟರ ಅನುದಾನ ದುರ್ಬಳಕೆ <box>339 544 888 608</box>
registration-marks-right <box>1375 2344 1441 2358</box>
lamp-icon <box>1148 40 1178 69</box>
bsy-title: ಕರ್ನಾಟಕ ಕಂಡ ಧೀಮಂತ ನಾಯಕ ಬಿಎಸ್‌ವೈ <box>38 1867 547 1909</box>
science-story <box>780 1580 1138 1608</box>
lead-kicker: ಬಿಜೆಪಿ ಕಾರ್ಯಕರ್ತರಿಂದ ಬೃಹತ್ ಪ್ರತಿಭಟನೆ <box>339 512 699 541</box>
school-body-block <box>796 2076 1141 2322</box>
bsy-body-2: ಜನಪರ ಕಾರ್ಯಕ್ರಮಗಳನ್ನು ನೀಡಿದರು. ರೈತರ ಏಳಿಗೆಗಾಗಿ ಪ್ರತ್ಯೇಕ ಕೃಷಿ ಬಜೆಟ್ ಮಂಡಿಸಿದ ಕೀರ್ತಿ ಅವರಿಗೆ ಸಲ್ಲುತ್ತದೆ. ಭಾಗ್ಯಲಕ್ಷ್ಮೀ ಸೈಕಲ್ ವಿತರಣೆ ಸೇರಿ ಹಲವು ಯೋಜನೆಗಳು ಜನಮನ್ನಣೆ ಗಳಿಸಿವೆ ಎಂದರು. <box>221 2103 396 2184</box>
health-title: ಆರೋಗ್ಯ ಕೇಂದ್ರದ ನೂತನ ಕೊಠಡಿಗೆ ಭೂಮಿಪೂಜೆ <box>1138 511 1464 576</box>
